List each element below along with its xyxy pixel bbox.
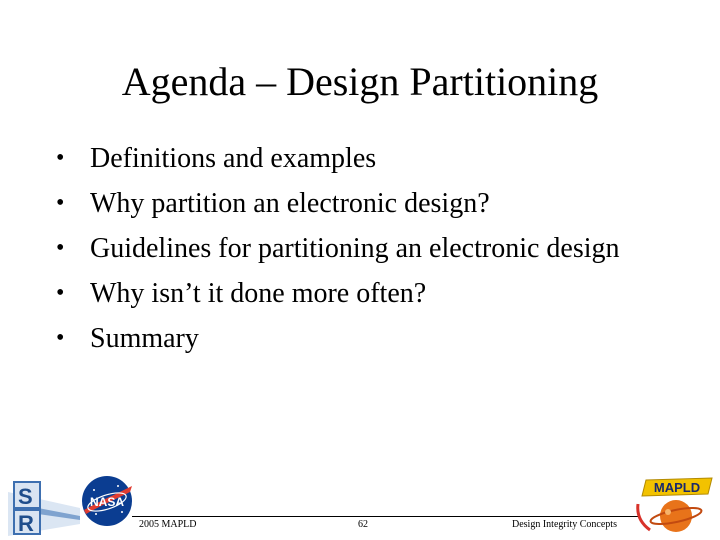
- list-item-text: Summary: [90, 323, 199, 354]
- page-title: Agenda – Design Partitioning: [121, 59, 599, 104]
- list-item-text: Why partition an electronic design?: [90, 188, 490, 219]
- bullet-icon: •: [56, 145, 65, 171]
- list-item-text: Why isn’t it done more often?: [90, 278, 427, 309]
- list-item-text: Definitions and examples: [90, 143, 377, 174]
- list-item-text: Guidelines for partitioning an electronic design: [90, 233, 620, 264]
- bullet-icon: •: [56, 235, 65, 261]
- svg-text:NASA: NASA: [89, 495, 125, 509]
- bullet-icon: •: [56, 280, 65, 306]
- svg-text:R: R: [18, 511, 34, 536]
- footer-left-text: 2005 MAPLD: [139, 519, 197, 530]
- nasa-logo-icon: [80, 474, 134, 528]
- sr-logo-icon: [8, 480, 80, 536]
- bullet-icon: •: [56, 325, 65, 351]
- svg-text:S: S: [18, 484, 33, 509]
- list-item: [56, 142, 656, 175]
- list-item: [56, 187, 656, 220]
- list-item: [56, 322, 656, 355]
- footer-page-number: 62: [358, 519, 368, 530]
- list-item: [56, 277, 656, 310]
- svg-text:MAPLD: MAPLD: [653, 480, 701, 495]
- footer-right-text: Design Integrity Concepts: [512, 519, 617, 530]
- list-item: [56, 232, 656, 265]
- mapld-logo-icon: [632, 468, 716, 536]
- footer-divider: [132, 516, 640, 517]
- bullet-icon: •: [56, 190, 65, 216]
- agenda-list: [56, 142, 656, 367]
